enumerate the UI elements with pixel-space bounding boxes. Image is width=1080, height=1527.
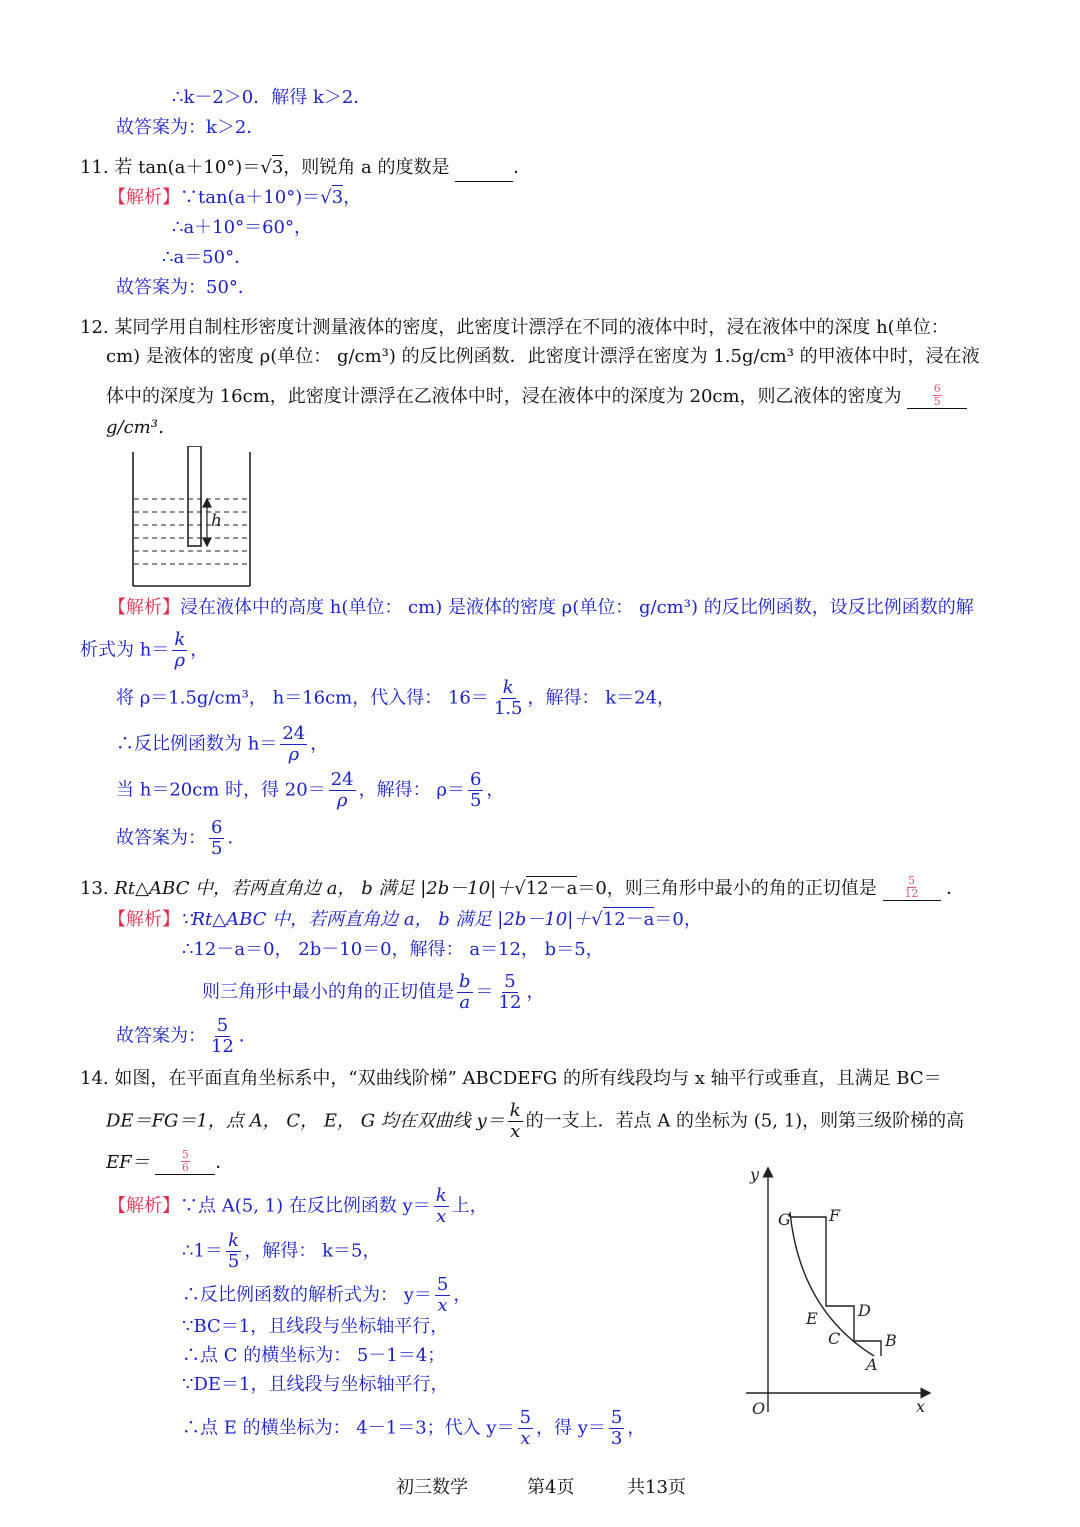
q11-analysis-2: ∴a＋10°＝60°， — [172, 217, 312, 238]
q14-fraction: $\frac{k}{x}$ — [435, 1185, 447, 1227]
q14-analysis-1: 【解析】∵点 A(5, 1) 在反比例函数 y＝ $\frac{k}{x}$ 上， — [108, 1185, 488, 1227]
fig-origin-label: O — [752, 1399, 766, 1418]
fig-x-label: x — [916, 1397, 926, 1416]
q12-figure-beaker — [128, 446, 256, 590]
fig-point-E: E — [806, 1309, 818, 1328]
q14-analysis-4: ∵BC＝1，且线段与坐标轴平行， — [182, 1316, 449, 1337]
q11-analysis-tag: 【解析】 — [108, 187, 180, 208]
q12-fraction: $\frac{6}{5}$ — [469, 769, 482, 811]
q13-number: 13. — [80, 878, 109, 899]
q13-blank — [883, 874, 941, 901]
q12-line3: 体中的深度为 16cm，此密度计漂浮在乙液体中时，浸在液体中的深度为 20cm，则乙液体的密度为 $\frac{6}{5}$ — [106, 384, 967, 411]
q14-fraction: $\frac{k}{5}$ — [227, 1230, 240, 1272]
q14-analysis-tag: 【解析】 — [108, 1195, 180, 1217]
fig-point-G: G — [778, 1210, 791, 1229]
q12-blank-fraction: $\frac{6}{5}$ — [933, 381, 941, 408]
q13-analysis-3: 则三角形中最小的角的正切值是 $\frac{b}{a}$ ＝ $\frac{5}{12}$ ， — [202, 971, 545, 1013]
q14-fraction: $\frac{5}{3}$ — [610, 1407, 623, 1449]
q13-stem: 13. Rt△ABC 中，若两直角边 a， b 满足 |2b－10|＋√12－a＝0，则三角形中最小的角的正切值是 $\frac{5}{12}$ ． — [80, 873, 965, 900]
q14-line2: DE＝FG＝1，点 A， C， E， G 均在双曲线 y＝ $\frac{k}{x}$ 的一支上．若点 A 的坐标为 (5, 1)，则第三级阶梯的高 — [106, 1100, 965, 1142]
q12-fraction: $\frac{24}{\rho}$ — [330, 769, 354, 811]
q12-line2: cm) 是液体的密度 ρ(单位： g/cm³) 的反比例函数．此密度计漂浮在密度为 1.5g/cm³ 的甲液体中时，浸在液 — [106, 346, 980, 367]
q14-analysis-7: ∴点 E 的横坐标为： 4－1＝3；代入 y＝ $\frac{5}{x}$ ，得 y＝ $\frac{5}{3}$ ， — [182, 1407, 646, 1449]
q12-blank — [907, 382, 967, 409]
q14-blank — [155, 1148, 215, 1175]
footer-page: 第4页 — [527, 1477, 575, 1498]
q11-analysis-1: 【解析】∵tan(a＋10°)＝√3， — [108, 187, 362, 208]
q12-answer: 故答案为： $\frac{6}{5}$ ． — [116, 817, 246, 859]
footer-total: 共13页 — [627, 1477, 686, 1498]
q10-answer: 故答案为：k＞2． — [116, 117, 265, 138]
q12-figure-h-label: h — [211, 511, 222, 531]
q14-analysis-3: ∴反比例函数的解析式为： y＝ $\frac{5}{x}$ ， — [182, 1274, 472, 1316]
q12-analysis-3: 将 ρ＝1.5g/cm³， h＝16cm，代入得： 16＝ $\frac{k}{1.5}$ ，解得： k＝24， — [116, 677, 676, 719]
q12-number: 12. — [80, 317, 109, 338]
fig-point-C: C — [828, 1329, 841, 1348]
fig-point-B: B — [885, 1331, 897, 1350]
q11-number: 11. — [80, 157, 109, 178]
q14-figure-staircase — [738, 1160, 938, 1420]
q14-line1: 14. 如图，在平面直角坐标系中，“双曲线阶梯” ABCDEFG 的所有线段均与 x 轴平行或垂直，且满足 BC＝ — [80, 1068, 942, 1089]
fig-point-D: D — [858, 1301, 871, 1320]
q13-fraction: $\frac{5}{12}$ — [211, 1015, 234, 1057]
q12-analysis-5: 当 h＝20cm 时，得 20＝ $\frac{24}{\rho}$ ，解得： ρ＝ $\frac{6}{5}$ ， — [116, 769, 505, 811]
q14-fraction: $\frac{5}{x}$ — [519, 1407, 532, 1449]
q12-analysis-4: ∴反比例函数为 h＝ $\frac{24}{\rho}$ ， — [116, 723, 329, 765]
q10-step: ∴k－2＞0．解得 k＞2． — [172, 87, 372, 108]
q13-fraction: $\frac{5}{12}$ — [498, 971, 522, 1013]
q14-analysis-2: ∴1＝ $\frac{k}{5}$ ，解得： k＝5， — [182, 1230, 381, 1272]
q11-stem: 11. 若 tan(a＋10°)＝√3，则锐角 a 的度数是 ． — [80, 155, 531, 182]
q12-line1: 12. 某同学用自制柱形密度计测量液体的密度，此密度计漂浮在不同的液体中时，浸在液体中的深度 h(单位： — [80, 317, 949, 338]
q12-analysis-1: 【解析】浸在液体中的高度 h(单位： cm) 是液体的密度 ρ(单位： g/cm³) 的反比例函数，设反比例函数的解 — [108, 597, 974, 618]
q12-fraction: $\frac{k}{1.5}$ — [493, 677, 523, 719]
q11-analysis-3: ∴a＝50°． — [162, 247, 253, 268]
q13-answer: 故答案为： $\frac{5}{12}$ ． — [116, 1015, 257, 1057]
q13-blank-fraction: $\frac{5}{12}$ — [904, 873, 919, 900]
q12-fraction: $\frac{24}{\rho}$ — [282, 723, 306, 765]
fig-y-label: y — [750, 1165, 760, 1184]
q13-analysis-tag: 【解析】 — [108, 909, 180, 930]
q12-line4: g/cm³． — [106, 417, 176, 438]
q12-analysis-2: 析式为 h＝ $\frac{k}{\rho}$ ， — [80, 629, 209, 671]
q14-analysis-6: ∵DE＝1，且线段与坐标轴平行， — [182, 1374, 449, 1395]
q13-analysis-1: 【解析】∵Rt△ABC 中，若两直角边 a， b 满足 |2b－10|＋√12－a＝0， — [108, 909, 702, 930]
footer-subject: 初三数学 — [396, 1477, 468, 1498]
fig-point-F: F — [829, 1206, 841, 1225]
q11-blank — [455, 155, 513, 182]
q14-fraction: $\frac{k}{x}$ — [509, 1100, 521, 1142]
q14-fraction: $\frac{5}{x}$ — [436, 1274, 449, 1316]
q14-analysis-5: ∴点 C 的横坐标为： 5－1＝4； — [182, 1345, 446, 1366]
q12-analysis-tag: 【解析】 — [108, 597, 180, 618]
q12-fraction: $\frac{6}{5}$ — [211, 817, 223, 859]
q13-analysis-2: ∴12－a＝0， 2b－10＝0，解得： a＝12， b＝5， — [182, 939, 604, 960]
fig-point-A: A — [866, 1355, 878, 1374]
q13-fraction: $\frac{b}{a}$ — [459, 971, 471, 1013]
q14-line3: EF＝ $\frac{5}{6}$ ． — [106, 1147, 234, 1174]
q14-number: 14. — [80, 1068, 109, 1089]
q12-fraction: $\frac{k}{\rho}$ — [174, 629, 186, 671]
q11-answer: 故答案为：50°． — [116, 277, 256, 298]
q14-blank-fraction: $\frac{5}{6}$ — [181, 1147, 189, 1174]
